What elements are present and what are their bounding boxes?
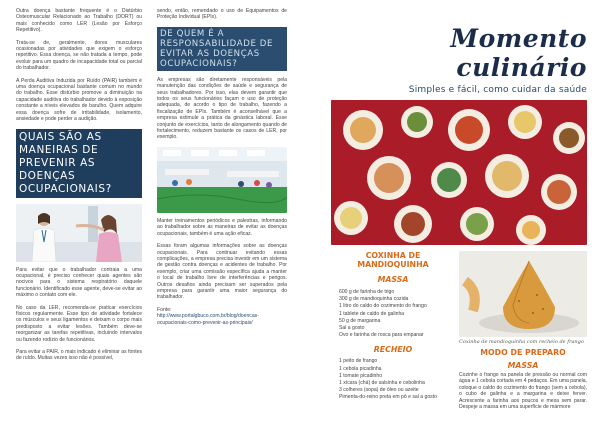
paragraph-pair: A Perda Auditiva Induzida por Ruído (PAIR) também é uma doença ocupacional bastante comum no mundo do trabalho. Esse distúrbio promove a diminuição na capacidade auditiva do trabalhador devido à exposição constante a níveis elevados de barulho. Quem adquire essa doença sofre de irritabilidade, isolamento, ansiedade e pode perder a audição. — [16, 77, 142, 123]
recheio-heading: RECHEIO — [373, 345, 413, 355]
paragraph-epi: sendo, então, remendado o uso de Equipamentos de Proteção Individual (EPIs). — [157, 8, 287, 21]
massa-item: • 1 tablete de caldo de galinha — [339, 311, 455, 318]
heading-prevention: QUAIS SÃO AS MANEIRAS DE PREVENIR AS DOENÇAS OCUPACIONAIS? — [16, 129, 142, 198]
flyer-title: Momento culinário — [450, 24, 587, 82]
recipe-section — [331, 251, 587, 416]
source-label: Fonte: — [157, 306, 172, 313]
preparation-text: Cozinhe o frango na panela de pressão ou normal com água e 1 cebola cortada em 4 pedaços. Em uma panela, coloque o caldo do cozimento do frango (sem a cebola), o cubo de galinha e a margarina e deixe ferver. Acrescente a farinha aos poucos e mexa sem parar. Despeje a massa em uma superfície de mármore — [459, 372, 587, 411]
doctor-patient-illustration — [16, 204, 142, 262]
source-link[interactable]: http://www.portalgbuco.com.br/blog/doencas-ocupacionais-como-prevenir-as-principais/ — [157, 313, 259, 326]
massa-item: • Sal a gosto — [339, 325, 455, 332]
massa-item: • 300 g de mandioquinha cozida — [339, 296, 455, 303]
massa-item: • 600 g de farinha de trigo — [339, 289, 455, 296]
office-illustration — [157, 147, 287, 213]
photo-food-spread — [331, 100, 587, 245]
recipe-title: COXINHA DE MANDIOQUINHA — [357, 251, 429, 269]
preparation-column — [459, 251, 587, 416]
paragraph-ler: Trata-se de, geralmente, dores musculares ocasionadas por atividades que exigem o esforço repetitivo. Essa doença, se não tratada a tempo, pode evoluir para um quadro de incapacidade total ou parcial do trabalhador. — [16, 39, 142, 72]
recheio-item: • 3 colheres (sopa) de óleo ou azeite — [339, 387, 455, 394]
flyer-subtitle: Simples e fácil, como cuidar da saúde — [408, 85, 587, 95]
paragraph-prevention-pair: Para evitar a PAIR, o mais indicado é eliminar as fontes de ruído. Muitas vezes isso não é possível, — [16, 348, 142, 362]
heading-responsibility: DE QUEM É A RESPONSABILIDADE DE EVITAR AS DOENÇAS OCUPACIONAIS? — [157, 27, 287, 71]
paragraph-dort: Outra doença bastante frequente é o Distúrbio Osteomuscular Relacionado ao Trabalho (DORT) ou mais conhecido como LER (Lesão por Esforço Repetitivo). — [16, 8, 142, 34]
photo-doctor-patient — [16, 204, 142, 262]
modo-heading: MODO DE PREPARO — [480, 348, 566, 357]
paragraph-responsibility: As empresas são diretamente responsáveis pela manutenção das condições de saúde e segurança de seus trabalhadores. Por isso, elas devem garantir que todos os seus funcionários façam o uso de proteção adequada, de acordo o tipo de trabalho, fazendo a fiscalização de EPIs. Também é aconselhável que a empresa estimule a prática da ginástica laboral. Esse conjunto de exercícios, tanto de alongamento quando de fortalecimento, reduzem bastante os casos de LER, por exemplo. — [157, 76, 287, 141]
recheio-list — [331, 358, 455, 401]
column-middle — [157, 0, 287, 424]
coxinha-illustration — [459, 251, 587, 337]
ingredients-column — [331, 251, 455, 416]
paragraph-summary: Essas foram algumas informações sobre as doenças ocupacionais. Para continuar evitando essas complicações, a empresa precisa investir em um sistema de gestão contra doenças e acidentes de trabalho. Por exemplo, criar uma comissão específica ajuda a manter o local de trabalho livre de interferências e perigos. Outros desafios ainda precisam ser superados pela empresa para garantir uma maior segurança do trabalhador. — [157, 243, 287, 301]
massa-item: • Ovo e farinha de rosca para empanar — [339, 332, 455, 339]
paragraph-training: Manter treinamentos periódicos e palestras, informando ao trabalhador sobre as maneiras de evitar as doenças ocupacionais, também é uma ação eficaz. — [157, 217, 287, 237]
column-left — [16, 0, 142, 424]
photo-caption: Coxinha de mandioquinha com recheio de frango — [459, 339, 584, 345]
paragraph-prevention-ler: No caso da LER, recomenda-se praticar exercícios físicos regularmente. Esse tipo de atividade fortalece os músculos e seus ligamentos e deixam o corpo mais predisposto a evitar lesões. Também deve-se reorganizar as tarefas repetitivas, incluindo intervalos ou fazendo rodízio de funcionários. — [16, 304, 142, 343]
massa-heading: MASSA — [377, 275, 409, 284]
photo-coxinha — [459, 251, 587, 337]
recheio-item: • 1 peito de frango — [339, 358, 455, 365]
massa-list — [331, 289, 455, 339]
recheio-item: • 1 cebola picadinha — [339, 366, 455, 373]
photo-office — [157, 147, 287, 213]
food-spread-illustration — [331, 100, 587, 245]
recheio-item: • Pimenta-do-reino preta em pó e sal a gosto — [339, 394, 455, 401]
massa-item: • 50 g de margarina — [339, 318, 455, 325]
modo-massa-heading: MASSA — [507, 361, 539, 370]
paragraph-prevention-agents: Para evitar que o trabalhador contraia a uma ocupacional, é preciso conhecer quais agentes são nocivos para o sistema respiratório daquele funcionário. Identificado esse agente, deve-se evitar ao máximo o contato com ele. — [16, 266, 142, 299]
recheio-item: • 1 xícara (chá) de salsinha e cebolinha — [339, 380, 455, 387]
column-right — [331, 0, 587, 424]
massa-item: • 1 litro do caldo do cozimento do frango — [339, 303, 455, 310]
recheio-item: • 1 tomate picadinho — [339, 373, 455, 380]
